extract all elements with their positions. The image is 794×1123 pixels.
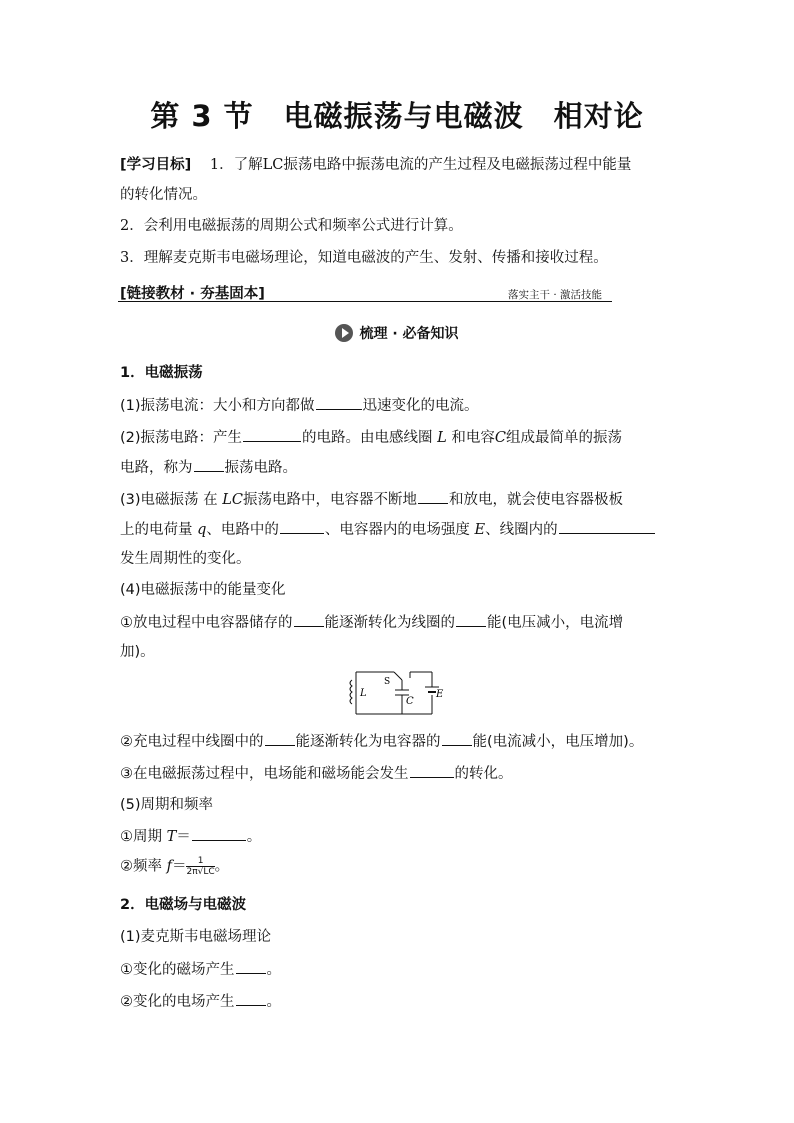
goal-line-1 <box>120 155 631 175</box>
blank <box>236 959 266 974</box>
lc-circuit-diagram <box>344 666 448 720</box>
para-2 <box>120 427 622 448</box>
p3-c: 和放电，就会使电容器极板 <box>449 492 623 508</box>
p5-2a: ②频率 <box>120 858 162 875</box>
var-E: E <box>474 522 486 538</box>
para-4-1-cont: 加)。 <box>120 644 155 660</box>
fraction-numerator: 1 <box>186 856 214 867</box>
p4-2b: 能逐渐转化为电容器的 <box>295 734 441 750</box>
goal-2: 2．会利用电磁振荡的周期公式和频率公式进行计算。 <box>120 218 463 234</box>
para-1 <box>120 395 479 416</box>
q1-1b: 。 <box>266 962 281 978</box>
var-C: C <box>494 430 507 446</box>
play-circle-icon <box>335 324 353 342</box>
goal-3: 3．理解麦克斯韦电磁场理论，知道电磁波的产生、发射、传播和接收过程。 <box>120 250 608 266</box>
para-4-3 <box>120 763 513 784</box>
q1-2a: ②变化的电场产生 <box>120 994 235 1010</box>
p3-b: 振荡电路中，电容器不断地 <box>243 492 417 508</box>
blank <box>243 427 301 442</box>
blank <box>559 519 655 534</box>
blank <box>236 991 266 1006</box>
label-C: C <box>406 696 414 707</box>
label-L: L <box>360 688 367 699</box>
inductor-coil-icon <box>350 680 352 704</box>
para-4-2 <box>120 731 643 752</box>
p3-d: 上的电荷量 <box>120 522 193 538</box>
label-S: S <box>384 677 391 687</box>
p2-d: 组成最简单的振荡 <box>506 430 623 446</box>
p3-g: 、线圈内的 <box>485 522 558 538</box>
p3-a: (3)电磁振荡 在 <box>120 492 218 508</box>
blank <box>410 763 454 778</box>
page-title: 第 3 节 电磁振荡与电磁波 相对论 <box>150 99 644 133</box>
var-L: L <box>437 430 447 446</box>
p1-b: 迅速变化的电流。 <box>362 398 479 414</box>
para-q1-2 <box>120 991 281 1012</box>
blank <box>442 731 472 746</box>
p2-a: (2)振荡电路：产生 <box>120 430 243 446</box>
p4-3b: 的转化。 <box>454 766 513 782</box>
blank <box>418 489 448 504</box>
para-2-cont <box>120 457 297 478</box>
p2-b: 的电路。由电感线圈 <box>302 430 433 446</box>
blank <box>316 395 362 410</box>
heading-2: 2．电磁场与电磁波 <box>120 897 247 913</box>
var-f: f <box>166 858 172 875</box>
p1-a: (1)振荡电流：大小和方向都做 <box>120 398 315 414</box>
p3-e: 、电路中的 <box>206 522 279 538</box>
blank <box>194 457 224 472</box>
blank <box>456 612 486 627</box>
blank <box>192 826 246 841</box>
p4-2a: ②充电过程中线圈中的 <box>120 734 264 750</box>
para-3-end: 发生周期性的变化。 <box>120 551 251 567</box>
p4-1a: ①放电过程中电容器储存的 <box>120 615 293 631</box>
section-divider <box>118 301 612 302</box>
p3-f: 、电容器内的电场强度 <box>324 522 470 538</box>
para-3-cont <box>120 519 656 540</box>
p4-1c: 能(电压减小，电流增 <box>487 615 624 631</box>
para-5: (5)周期和频率 <box>120 797 214 813</box>
p5-1a: ①周期 <box>120 829 162 845</box>
var-LC: LC <box>222 492 243 508</box>
period-formula <box>120 826 261 847</box>
q1-2b: 。 <box>266 994 281 1010</box>
goal-1-text: 1．了解LC振荡电路中振荡电流的产生过程及电磁振荡过程中能量 <box>209 157 632 173</box>
p5-1c: 。 <box>246 829 262 845</box>
p5-2c: 。 <box>214 858 230 875</box>
p4-3a: ③在电磁振荡过程中，电场能和磁场能会发生 <box>120 766 409 782</box>
frequency-formula <box>120 856 229 877</box>
p2-e: 电路，称为 <box>120 460 193 476</box>
subheading-text: 梳理 · 必备知识 <box>359 326 459 342</box>
heading-1: 1．电磁振荡 <box>120 365 203 381</box>
para-q1-1 <box>120 959 281 980</box>
label-E: E <box>436 689 444 700</box>
section-right-label: 落实主干 · 激活技能 <box>508 289 603 301</box>
p2-f: 振荡电路。 <box>224 460 297 476</box>
var-T: T <box>166 829 177 845</box>
blank <box>280 519 324 534</box>
subheading <box>0 323 794 343</box>
section-left-label: [链接教材 · 夯基固本] <box>120 286 265 302</box>
p4-1b: 能逐渐转化为线圈的 <box>324 615 455 631</box>
p5-2b: ＝ <box>171 858 187 875</box>
para-4: (4)电磁振荡中的能量变化 <box>120 582 286 598</box>
fraction-denominator: 2π√LC <box>186 867 215 877</box>
frequency-fraction <box>186 856 214 877</box>
goal-1-cont: 的转化情况。 <box>120 187 207 203</box>
para-3 <box>120 489 623 510</box>
blank <box>265 731 295 746</box>
p5-1b: ＝ <box>176 829 191 845</box>
para-4-1 <box>120 612 623 633</box>
var-q: q <box>197 522 207 538</box>
blank <box>294 612 324 627</box>
p2-c: 和电容 <box>451 430 495 446</box>
para-q1: (1)麦克斯韦电磁场理论 <box>120 929 272 945</box>
p4-2c: 能(电流减小，电压增加)。 <box>472 734 644 750</box>
q1-1a: ①变化的磁场产生 <box>120 962 235 978</box>
goals-tag: [学习目标] <box>120 157 192 173</box>
